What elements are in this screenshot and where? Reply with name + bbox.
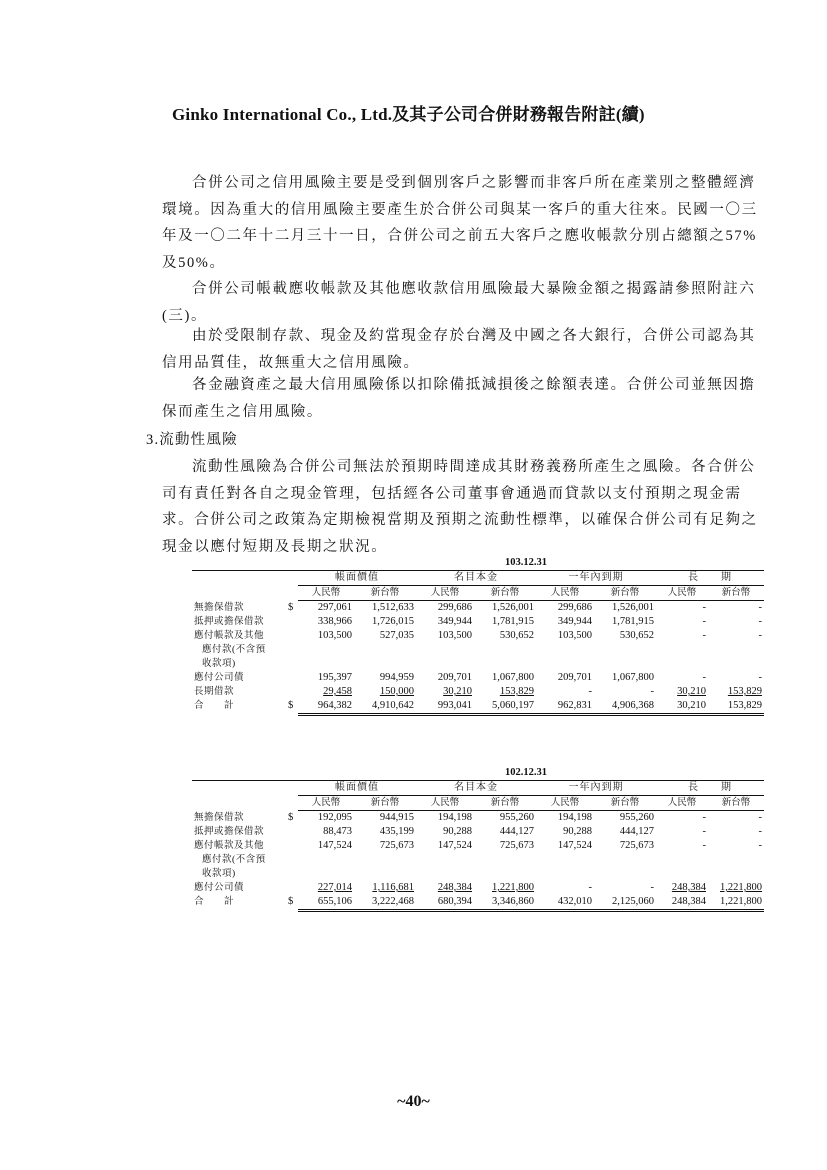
cell-value: 993,041 <box>437 700 472 711</box>
table-cell <box>298 699 354 715</box>
table-cell <box>298 811 354 826</box>
cell-value: 1,526,001 <box>612 602 654 613</box>
cell-value: - <box>758 840 763 851</box>
table-cell <box>594 811 656 826</box>
table-cell <box>656 601 708 616</box>
table-row <box>192 811 764 826</box>
currency-symbol <box>288 615 298 629</box>
cell-value: 194,198 <box>557 812 592 823</box>
cell-value: - <box>702 602 706 613</box>
table-row <box>192 839 764 881</box>
cell-value: - <box>702 672 706 683</box>
column-group-header: 長 期 <box>656 781 764 796</box>
cell-value: - <box>650 882 654 893</box>
cell-value: 955,260 <box>619 812 654 823</box>
table-cell <box>354 629 416 671</box>
table-date-row <box>192 556 764 571</box>
table-cell <box>594 601 656 616</box>
cell-value: 147,524 <box>317 840 352 851</box>
table-cell <box>474 685 536 699</box>
currency-symbol <box>288 685 298 699</box>
cell-value: 725,673 <box>619 840 654 851</box>
paragraph-bank-deposits <box>162 323 767 376</box>
cell-value: 153,829 <box>499 686 534 697</box>
table-cell <box>708 839 764 881</box>
row-label-line: 合 計 <box>194 897 235 907</box>
table-cell <box>416 825 474 839</box>
table-cell <box>536 895 594 911</box>
table-cell <box>474 881 536 895</box>
table-cell <box>536 811 594 826</box>
table-row <box>192 825 764 839</box>
table-cell <box>594 671 656 685</box>
spacer-cell <box>192 571 288 586</box>
spacer-cell <box>288 796 298 811</box>
table-cell <box>298 825 354 839</box>
currency-header: 人民幣 <box>416 796 474 811</box>
currency-header: 新台幣 <box>474 586 536 601</box>
paragraph-text: 流動性風險為合併公司無法於預期時間達成其財務義務所產生之風險。各合併公司有責任對各自之現金管理，包括經各公司董事會通過而貸款以支付預期之現金需求。合併公司之政策為定期檢視當期及預期之流動性標準，以確保合併公司有足夠之現金以應付短期及長期之狀況。 <box>162 459 758 555</box>
table-cell <box>708 671 764 685</box>
table-cell <box>474 615 536 629</box>
cell-value: 30,210 <box>443 686 472 697</box>
cell-value: 103,500 <box>557 630 592 641</box>
cell-value: - <box>702 826 706 837</box>
cell-value: - <box>588 686 592 697</box>
table-group-header-row <box>192 571 764 586</box>
column-group-header: 帳面價值 <box>298 781 416 796</box>
table-cell <box>416 629 474 671</box>
currency-symbol: $ <box>288 601 294 613</box>
cell-value: 994,959 <box>379 672 414 683</box>
currency-header: 人民幣 <box>536 586 594 601</box>
table-cell <box>354 601 416 616</box>
table-row <box>192 615 764 629</box>
currency-header: 新台幣 <box>708 586 764 601</box>
table-cell <box>594 699 656 715</box>
spacer-cell <box>192 556 288 571</box>
cell-value: 5,060,197 <box>492 700 534 711</box>
table-cell <box>708 811 764 826</box>
table-cell <box>656 825 708 839</box>
cell-value: 103,500 <box>317 630 352 641</box>
table-cell <box>354 895 416 911</box>
table-cell <box>536 601 594 616</box>
table-row <box>192 671 764 685</box>
table-cell <box>354 881 416 895</box>
cell-value: 248,384 <box>437 882 472 893</box>
table-cell <box>708 825 764 839</box>
currency-header: 新台幣 <box>474 796 536 811</box>
row-label-line: 收款項) <box>202 659 236 669</box>
table-cell <box>354 811 416 826</box>
table-cell <box>474 629 536 671</box>
table-cell <box>594 825 656 839</box>
cell-value: - <box>702 840 706 851</box>
cell-value: 944,915 <box>379 812 414 823</box>
cell-value: 1,067,800 <box>492 672 534 683</box>
table-cell <box>298 629 354 671</box>
currency-symbol: $ <box>288 811 294 823</box>
row-label <box>192 601 288 616</box>
table-date: 103.12.31 <box>288 556 764 571</box>
cell-value: 1,781,915 <box>492 616 534 627</box>
table-row <box>192 629 764 671</box>
row-label-line: 長期借款 <box>194 687 235 697</box>
paragraph-text: 各金融資產之最大信用風險係以扣除備抵減損後之餘額表達。合併公司並無因擔保而產生之信用風險。 <box>162 377 756 420</box>
table-cell <box>708 895 764 911</box>
table-cell <box>298 895 354 911</box>
table-cell <box>594 895 656 911</box>
table-cell <box>474 601 536 616</box>
paragraph-liquidity-risk <box>162 454 767 560</box>
row-label <box>192 825 288 839</box>
column-group-header: 長 期 <box>656 571 764 586</box>
cell-value: 3,346,860 <box>492 896 534 907</box>
currency-header: 新台幣 <box>594 796 656 811</box>
table-cell <box>416 811 474 826</box>
cell-value: 530,652 <box>619 630 654 641</box>
table-cell <box>656 615 708 629</box>
cell-value: 4,910,642 <box>372 700 414 711</box>
table-cell <box>416 839 474 881</box>
cell-value: - <box>758 672 763 683</box>
currency-header: 新台幣 <box>354 586 416 601</box>
table-date-row <box>192 766 764 781</box>
table-cell <box>656 895 708 911</box>
table-cell <box>298 881 354 895</box>
cell-value: 432,010 <box>557 896 592 907</box>
cell-value: 299,686 <box>557 602 592 613</box>
cell-value: 444,127 <box>619 826 654 837</box>
cell-value: 88,473 <box>323 826 352 837</box>
cell-value: 3,222,468 <box>372 896 414 907</box>
table-cell <box>536 839 594 881</box>
spacer-cell <box>288 571 298 586</box>
table-cell <box>298 839 354 881</box>
table-cell <box>594 881 656 895</box>
table-cell <box>656 839 708 881</box>
cell-value: - <box>702 616 706 627</box>
row-label-line: 無擔保借款 <box>194 602 245 613</box>
table-cell <box>354 699 416 715</box>
cell-value: 1,221,800 <box>720 896 763 907</box>
table-row <box>192 881 764 895</box>
currency-symbol: $ <box>288 896 294 907</box>
cell-value: 103,500 <box>437 630 472 641</box>
cell-value: 1,526,001 <box>492 602 534 613</box>
cell-value: 299,686 <box>437 602 472 613</box>
cell-value: 153,829 <box>727 686 763 697</box>
cell-value: 655,106 <box>317 896 352 907</box>
cell-value: 209,701 <box>437 672 472 683</box>
cell-value: 530,652 <box>499 630 534 641</box>
column-group-header: 一年內到期 <box>536 571 656 586</box>
table-cell <box>656 629 708 671</box>
table-cell <box>656 671 708 685</box>
table-cell <box>656 685 708 699</box>
cell-value: 1,512,633 <box>372 602 414 613</box>
cell-value: 349,944 <box>437 616 472 627</box>
table-cell <box>536 629 594 671</box>
cell-value: - <box>702 630 706 641</box>
table-cell <box>474 811 536 826</box>
table-date: 102.12.31 <box>288 766 764 781</box>
cell-value: 962,831 <box>557 700 592 711</box>
currency-header: 人民幣 <box>536 796 594 811</box>
table-cell <box>536 685 594 699</box>
table-cell <box>594 685 656 699</box>
cell-value: 527,035 <box>379 630 414 641</box>
currency-header: 人民幣 <box>298 586 354 601</box>
cell-value: 435,199 <box>379 826 414 837</box>
row-label-line: 抵押或擔保借款 <box>194 827 265 837</box>
currency-symbol <box>288 671 298 685</box>
table-cell <box>298 671 354 685</box>
cell-value: 195,397 <box>317 672 352 683</box>
table-cell <box>536 825 594 839</box>
table-cell <box>354 615 416 629</box>
table-cell <box>354 825 416 839</box>
cell-value: 153,829 <box>727 700 763 711</box>
row-label-line: 應付款(不含預 <box>202 645 266 655</box>
paragraph-text: 合併公司帳載應收帳款及其他應收款信用風險最大暴險金額之揭露請參照附註六(三)。 <box>162 281 756 324</box>
cell-value: 4,906,368 <box>612 700 654 711</box>
cell-value: - <box>650 686 654 697</box>
table-subheader-row <box>192 796 764 811</box>
table-cell <box>594 615 656 629</box>
paragraph-credit-concentration <box>162 170 767 276</box>
cell-value: 90,288 <box>443 826 472 837</box>
cell-value: - <box>758 826 763 837</box>
cell-value: 349,944 <box>557 616 592 627</box>
page-title: Ginko International Co., Ltd.及其子公司合併財務報告附註(續) <box>172 105 645 124</box>
cell-value: 725,673 <box>499 840 534 851</box>
page-number: ~40~ <box>397 1093 430 1110</box>
cell-value: 147,524 <box>557 840 592 851</box>
table-cell <box>416 601 474 616</box>
cell-value: 1,726,015 <box>372 616 414 627</box>
table-cell <box>298 685 354 699</box>
table-cell <box>474 671 536 685</box>
row-label <box>192 671 288 685</box>
table-cell <box>536 699 594 715</box>
row-label <box>192 685 288 699</box>
spacer-cell <box>288 781 298 796</box>
cell-value: 444,127 <box>499 826 534 837</box>
cell-value: - <box>758 602 763 613</box>
liquidity-table-102 <box>192 766 764 912</box>
liquidity-table-103 <box>192 556 764 716</box>
table-cell <box>536 615 594 629</box>
table-cell <box>416 671 474 685</box>
table-cell <box>416 699 474 715</box>
currency-symbol <box>288 881 298 895</box>
row-label-line: 無擔保借款 <box>194 812 245 823</box>
table-cell <box>594 839 656 881</box>
cell-value: 964,382 <box>317 700 352 711</box>
table-cell <box>708 685 764 699</box>
row-label-line: 應付公司債 <box>194 673 245 683</box>
row-label-line: 應付公司債 <box>194 883 245 893</box>
row-label-line: 收款項) <box>202 869 236 879</box>
table-cell <box>474 699 536 715</box>
cell-value: 1,781,915 <box>612 616 654 627</box>
currency-symbol: $ <box>288 700 294 711</box>
column-group-header: 帳面價值 <box>298 571 416 586</box>
cell-value: - <box>588 882 592 893</box>
section-heading-liquidity-risk: 3.流動性風險 <box>146 432 238 448</box>
table-cell <box>298 601 354 616</box>
row-label-line: 抵押或擔保借款 <box>194 617 265 627</box>
cell-value: 150,000 <box>379 686 414 697</box>
cell-value: 29,458 <box>323 686 352 697</box>
paragraph-text: 合併公司之信用風險主要是受到個別客戶之影響而非客戶所在產業別之整體經濟環境。因為重大的信用風險主要產生於合併公司與某一客戶的重大往來。民國一〇三年及一〇二年十二月三十一日，合併公司之前五大客戶之應收帳款分別占總額之57%及50%。 <box>162 175 758 271</box>
currency-header: 新台幣 <box>594 586 656 601</box>
table-cell <box>536 881 594 895</box>
table-cell <box>708 615 764 629</box>
paragraph-receivables-exposure <box>162 276 767 329</box>
cell-value: 297,061 <box>317 602 352 613</box>
table-cell <box>474 895 536 911</box>
table-cell <box>656 811 708 826</box>
row-label-line: 應付款(不含預 <box>202 855 266 865</box>
currency-header: 人民幣 <box>416 586 474 601</box>
currency-symbol <box>288 825 298 839</box>
spacer-cell <box>288 586 298 601</box>
spacer-cell <box>192 796 288 811</box>
table-cell <box>416 685 474 699</box>
paragraph-text: 由於受限制存款、現金及約當現金存於台灣及中國之各大銀行，合併公司認為其信用品質佳，故無重大之信用風險。 <box>162 328 756 371</box>
table-total-row <box>192 895 764 911</box>
row-label <box>192 895 288 911</box>
cell-value: 30,210 <box>677 700 706 711</box>
cell-value: 680,394 <box>437 896 472 907</box>
cell-value: 194,198 <box>437 812 472 823</box>
table-cell <box>474 825 536 839</box>
table-cell <box>416 615 474 629</box>
cell-value: 955,260 <box>499 812 534 823</box>
table-group-header-row <box>192 781 764 796</box>
table-cell <box>536 671 594 685</box>
cell-value: 209,701 <box>557 672 592 683</box>
table-subheader-row <box>192 586 764 601</box>
table-cell <box>474 839 536 881</box>
spacer-cell <box>192 766 288 781</box>
cell-value: 1,116,681 <box>372 882 414 893</box>
currency-header: 人民幣 <box>656 586 708 601</box>
column-group-header: 名目本金 <box>416 781 536 796</box>
cell-value: 227,014 <box>317 882 352 893</box>
cell-value: 725,673 <box>379 840 414 851</box>
cell-value: 1,221,800 <box>720 882 763 893</box>
table-cell <box>708 699 764 715</box>
table-cell <box>594 629 656 671</box>
currency-header: 人民幣 <box>298 796 354 811</box>
cell-value: 2,125,060 <box>612 896 654 907</box>
row-label-line: 應付帳款及其他 <box>194 841 265 851</box>
spacer-cell <box>192 781 288 796</box>
cell-value: 30,210 <box>677 686 706 697</box>
row-label <box>192 615 288 629</box>
cell-value: 192,095 <box>317 812 352 823</box>
cell-value: 248,384 <box>671 896 706 907</box>
table-cell <box>354 685 416 699</box>
table-cell <box>416 881 474 895</box>
row-label <box>192 839 288 881</box>
cell-value: - <box>758 630 763 641</box>
currency-symbol <box>288 629 298 671</box>
currency-header: 人民幣 <box>656 796 708 811</box>
row-label <box>192 881 288 895</box>
table-cell <box>354 839 416 881</box>
cell-value: 248,384 <box>671 882 706 893</box>
cell-value: 338,966 <box>317 616 352 627</box>
table-cell <box>708 881 764 895</box>
cell-value: 1,067,800 <box>612 672 654 683</box>
paragraph-max-credit-risk <box>162 372 767 425</box>
currency-header: 新台幣 <box>354 796 416 811</box>
row-label-line: 合 計 <box>194 701 235 711</box>
table-cell <box>708 601 764 616</box>
cell-value: 147,524 <box>437 840 472 851</box>
row-label <box>192 629 288 671</box>
spacer-cell <box>192 586 288 601</box>
table-cell <box>708 629 764 671</box>
table-cell <box>656 699 708 715</box>
cell-value: - <box>758 812 763 823</box>
cell-value: 90,288 <box>563 826 592 837</box>
currency-header: 新台幣 <box>708 796 764 811</box>
cell-value: 1,221,800 <box>492 882 534 893</box>
row-label <box>192 699 288 715</box>
table-row <box>192 685 764 699</box>
column-group-header: 名目本金 <box>416 571 536 586</box>
table-row <box>192 601 764 616</box>
row-label <box>192 811 288 826</box>
table-cell <box>298 615 354 629</box>
table-cell <box>656 881 708 895</box>
row-label-line: 應付帳款及其他 <box>194 631 265 641</box>
table-cell <box>354 671 416 685</box>
table-cell <box>416 895 474 911</box>
column-group-header: 一年內到期 <box>536 781 656 796</box>
cell-value: - <box>758 616 763 627</box>
cell-value: - <box>702 812 706 823</box>
table-total-row <box>192 699 764 715</box>
currency-symbol <box>288 839 298 881</box>
